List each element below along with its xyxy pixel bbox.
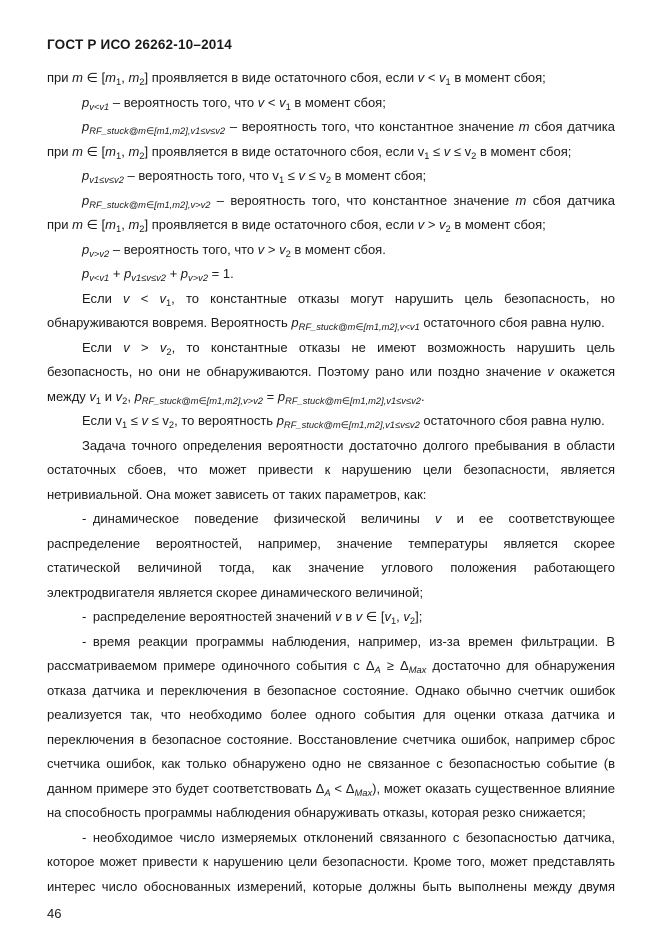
paragraph: при m ∈ [$m_1$, $m_2$] проявляется в виде остаточного сбоя, если $v < v_1$ в момент сбоя; [47, 70, 546, 87]
document-body [47, 66, 615, 899]
paragraph: $p_{v<v1}$ – вероятность того, что $v < v_1$ в момент сбоя; [82, 94, 386, 112]
document-header-title: ГОСТ Р ИСО 26262-10–2014 [47, 37, 232, 52]
paragraph: $p_{v<v1} + p_{v1\le v\le v2} + p_{v>v2} = 1$. [82, 266, 234, 283]
paragraph: Если $v_1 \le v \le v_2$, то вероятность $p_{RF\_stuck@m\in[m1,m2],v1\le v\le v2}$ остаточного сбоя равна нулю. [82, 413, 605, 430]
paragraph: Задача точного определения вероятности достаточно долгого пребывания в области остаточных сбоев, что может привести к нарушению цели безопасности, является нетривиальной. Она может зависеть от таких параметров, как: [47, 437, 615, 502]
paragraph: $p_{v1\le v\le v2}$ – вероятность того, что $v_1 \le v \le v_2$ в момент сбоя; [82, 168, 427, 185]
paragraph: - необходимое число измеряемых отклонений связанного с безопасностью датчика, которое может привести к нарушению цели безопасности. Кроме того, может представлять интерес число обоснованных измерений, которые должны быть выполнены между двумя [47, 829, 615, 894]
paragraph: $p_{RF\_stuck@m\in[m1,m2],v1\le v\le v2}$ – вероятность того, что константное значение m сбоя датчика при m ∈ [$m_1$, $m_2$] проявляется в виде остаточного сбоя, если $v_1 \le v \le v_2$ в момент сбоя; [47, 119, 615, 161]
page-number: 46 [47, 906, 62, 921]
paragraph: Если $v > v_2$, то константные отказы не имеют возможность нарушить цель безопасность, но они не обнаруживаются. Поэтому рано или поздно значение v окажется между $v_1$ и $v_2$, $p_{RF\_stuck@m\in[m1,m2],v>v2} = p_{RF\_stuck@m\in[m1,m2],v1\le v\le v2}$. [47, 339, 615, 406]
paragraph: - распределение вероятностей значений v в v ∈ [$v_1$, $v_2$]; [82, 609, 423, 626]
paragraph: $p_{RF\_stuck@m\in[m1,m2],v>v2}$ – вероятность того, что константное значение m сбоя датчика при m ∈ [$m_1$, $m_2$] проявляется в виде остаточного сбоя, если $v > v_2$ в момент сбоя; [47, 192, 615, 234]
paragraph: $p_{v>v2}$ – вероятность того, что $v > v_2$ в момент сбоя. [82, 241, 386, 259]
paragraph: - динамическое поведение физической величины v и ее соответствующее распределение вероятностей, например, значение температуры является скорее статической величиной тогда, как значение углового положения работающего электродвигателя является скорее динамического величиной; [47, 511, 615, 600]
paragraph: Если $v < v_1$, то константные отказы могут нарушить цель безопасность, но обнаруживаются вовремя. Вероятность $p_{RF\_stuck@m\in[m1,m2],v<v1}$ остаточного сбоя равна нулю. [47, 290, 615, 332]
paragraph: - время реакции программы наблюдения, например, из-за времен фильтрации. В рассматриваемом примере одиночного события с $\Delta_A \ge \Delta_{Max}$ достаточно для обнаружения отказа датчика и переключения в безопасное состояние. Однако обычно счетчик ошибок реализуется так, что необходимо более одного события для оценки отказа датчика и переключения в безопасное состояние. Восстановление счетчика ошибок, например сброс счетчика ошибок, как только обнаружено одно не связанное с безопасностью событие (в данном примере это будет соответствовать $\Delta_A < \Delta_{Max}$), может оказать существенное влияние на способность программы наблюдения обнаруживать отказы, которая резко снижается; [47, 633, 615, 820]
